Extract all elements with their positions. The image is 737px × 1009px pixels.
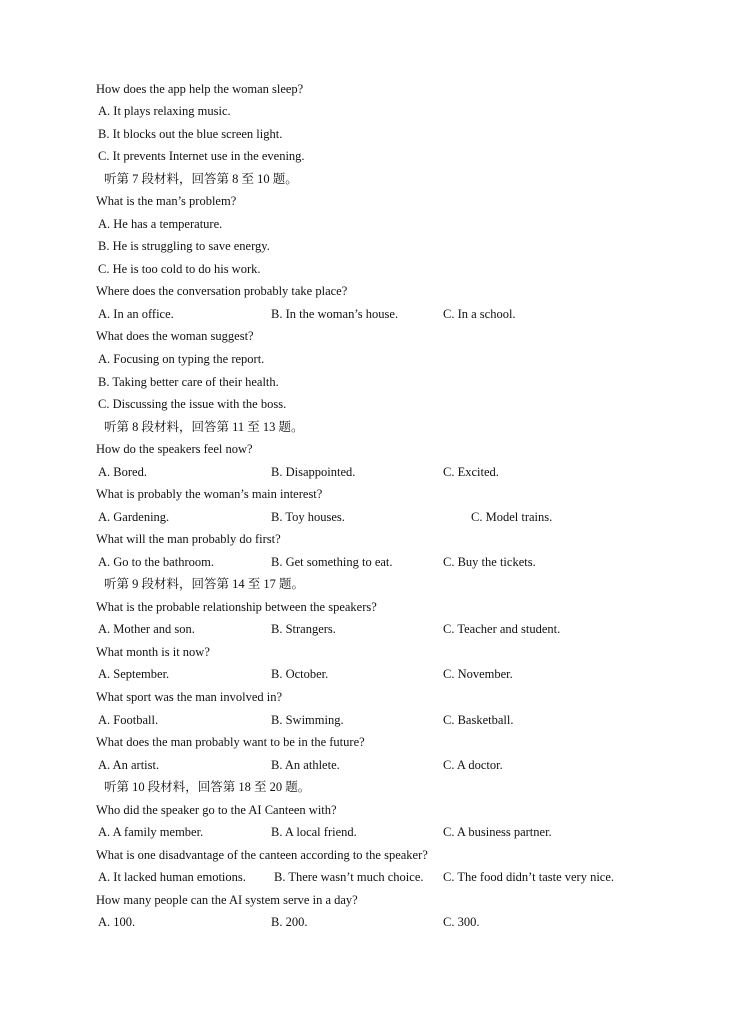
option-a: A. 100. bbox=[98, 915, 136, 929]
option-a: A. Football. bbox=[98, 713, 159, 727]
option-a: A. A family member. bbox=[98, 825, 204, 839]
option-a: A. He has a temperature. bbox=[98, 217, 223, 231]
question-text: Who did the speaker go to the AI Canteen with? bbox=[96, 803, 337, 817]
section-instruction-text: 听第 8 段材料，回答第 11 至 13 题。 bbox=[104, 420, 304, 434]
question-text: What does the man probably want to be in the future? bbox=[96, 735, 365, 749]
option-b: B. He is struggling to save energy. bbox=[98, 239, 270, 253]
option-c: C. Basketball. bbox=[443, 713, 514, 727]
option-b: B. 200. bbox=[271, 915, 308, 929]
question-text: What sport was the man involved in? bbox=[96, 690, 283, 704]
option-c: C. A doctor. bbox=[443, 758, 503, 772]
question-text: What month is it now? bbox=[96, 645, 210, 659]
option-b: B. Swimming. bbox=[271, 713, 344, 727]
option-b: B. An athlete. bbox=[271, 758, 340, 772]
option-c: C. Model trains. bbox=[471, 510, 553, 524]
option-b: B. Strangers. bbox=[271, 622, 336, 636]
option-a: A. In an office. bbox=[98, 307, 174, 321]
option-b: B. In the woman’s house. bbox=[271, 307, 399, 321]
section-instruction-text: 听第 10 段材料，回答第 18 至 20 题。 bbox=[104, 780, 311, 794]
option-c: C. Discussing the issue with the boss. bbox=[98, 397, 287, 411]
option-a: A. Go to the bathroom. bbox=[98, 555, 214, 569]
option-c: C. Excited. bbox=[443, 465, 499, 479]
option-c: C. Buy the tickets. bbox=[443, 555, 536, 569]
option-b: B. Get something to eat. bbox=[271, 555, 393, 569]
option-b: B. Toy houses. bbox=[271, 510, 345, 524]
question-text: How does the app help the woman sleep? bbox=[96, 82, 304, 96]
option-a: A. An artist. bbox=[98, 758, 160, 772]
option-c: C. A business partner. bbox=[443, 825, 552, 839]
option-a: A. It lacked human emotions. bbox=[98, 870, 246, 884]
option-c: C. It prevents Internet use in the evening. bbox=[98, 149, 305, 163]
option-b: B. There wasn’t much choice. bbox=[274, 870, 424, 884]
question-text: What is the man’s problem? bbox=[96, 194, 237, 208]
option-c: C. In a school. bbox=[443, 307, 516, 321]
option-c: C. November. bbox=[443, 667, 513, 681]
option-b: B. A local friend. bbox=[271, 825, 357, 839]
option-a: A. Focusing on typing the report. bbox=[98, 352, 265, 366]
option-c: C. The food didn’t taste very nice. bbox=[443, 870, 615, 884]
option-a: A. Gardening. bbox=[98, 510, 170, 524]
question-text: What is the probable relationship between the speakers? bbox=[96, 600, 377, 614]
section-instruction-text: 听第 9 段材料，回答第 14 至 17 题。 bbox=[104, 577, 305, 591]
option-a: A. September. bbox=[98, 667, 170, 681]
option-b: B. It blocks out the blue screen light. bbox=[98, 127, 283, 141]
option-c: C. He is too cold to do his work. bbox=[98, 262, 261, 276]
question-text: Where does the conversation probably take place? bbox=[96, 284, 348, 298]
question-text: How many people can the AI system serve in a day? bbox=[96, 893, 358, 907]
option-a: A. Bored. bbox=[98, 465, 147, 479]
option-c: C. 300. bbox=[443, 915, 480, 929]
option-c: C. Teacher and student. bbox=[443, 622, 561, 636]
option-a: A. It plays relaxing music. bbox=[98, 104, 231, 118]
question-text: What is one disadvantage of the canteen according to the speaker? bbox=[96, 848, 428, 862]
section-instruction-text: 听第 7 段材料，回答第 8 至 10 题。 bbox=[104, 172, 298, 186]
option-b: B. Disappointed. bbox=[271, 465, 356, 479]
option-a: A. Mother and son. bbox=[98, 622, 195, 636]
question-text: How do the speakers feel now? bbox=[96, 442, 253, 456]
question-text: What is probably the woman’s main interest? bbox=[96, 487, 323, 501]
option-b: B. October. bbox=[271, 667, 329, 681]
option-b: B. Taking better care of their health. bbox=[98, 375, 279, 389]
question-text: What will the man probably do first? bbox=[96, 532, 281, 546]
question-text: What does the woman suggest? bbox=[96, 329, 254, 343]
